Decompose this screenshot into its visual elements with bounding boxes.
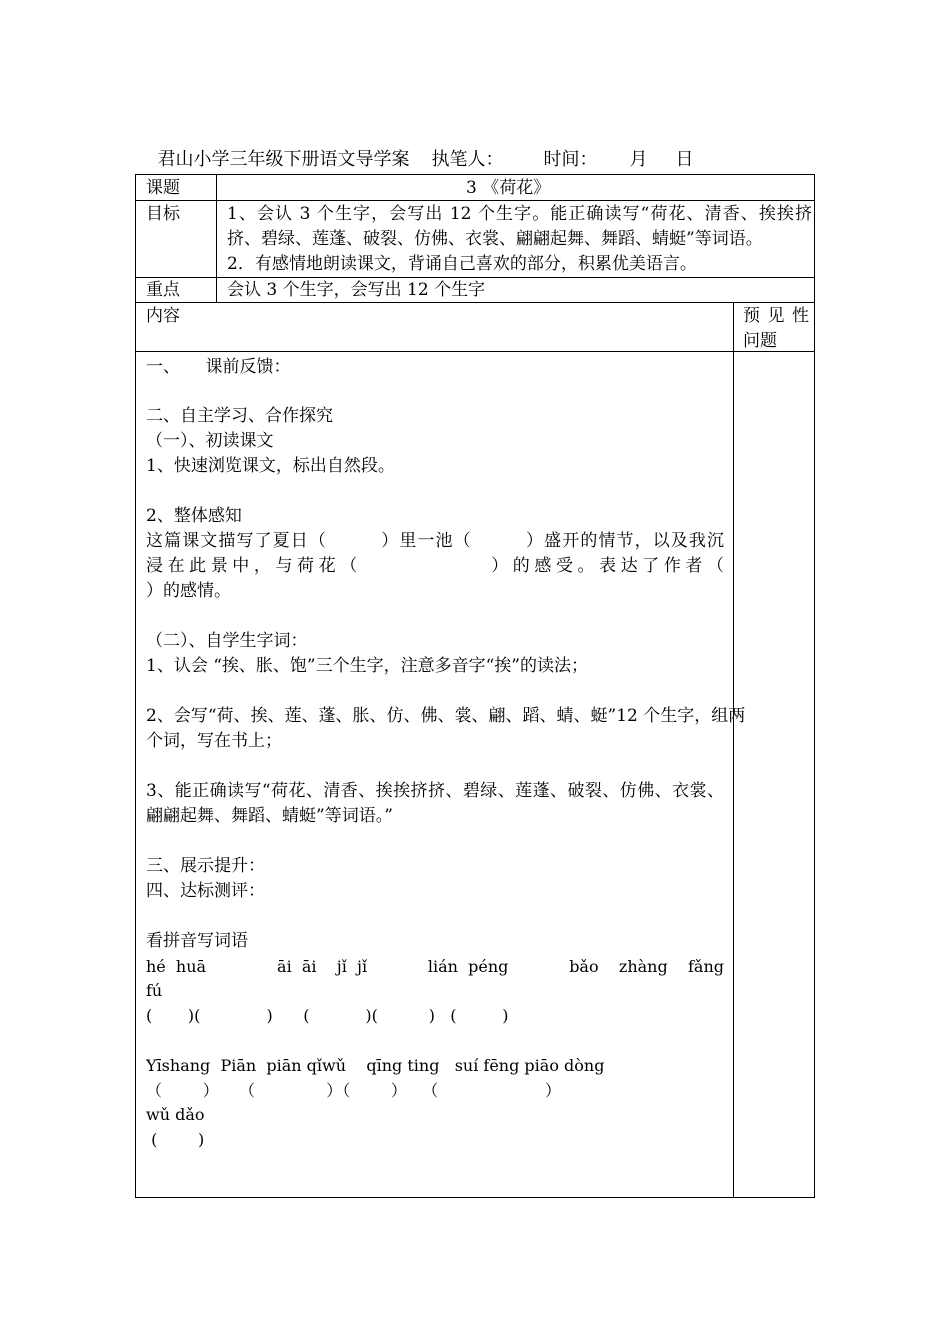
topic-value: 3 《荷花》 bbox=[466, 178, 551, 198]
preview-label-line-2: 问题 bbox=[743, 331, 777, 351]
day-label: 日 bbox=[675, 149, 694, 170]
task-item: 个词，写在书上； bbox=[146, 731, 282, 751]
preview-label bbox=[743, 304, 809, 354]
topic-label: 课题 bbox=[146, 178, 180, 198]
content-label: 内容 bbox=[146, 306, 180, 326]
task-item: 1、认会 “挨、胀、饱”三个生字，注意多音字“挨”的读法； bbox=[146, 656, 588, 676]
fill-blank-line: 浸在此景中，与荷花（ ）的感受。表达了作者（ bbox=[146, 556, 724, 576]
pinyin-row: wǔ dǎo bbox=[146, 1105, 205, 1124]
answer-blank-row: ( )( ) ( )( ) ( ) bbox=[146, 1006, 509, 1025]
fill-blank-line: 这篇课文描写了夏日（ ）里一池（ ）盛开的情节，以及我沉 bbox=[146, 531, 724, 551]
section-1-heading: 一、 课前反馈： bbox=[146, 357, 291, 377]
row-divider bbox=[136, 351, 814, 352]
task-item: 翩翩起舞、舞蹈、蜻蜓”等词语。” bbox=[146, 806, 393, 826]
goal-line-3: 2．有感情地朗读课文，背诵自己喜欢的部分，积累优美语言。 bbox=[227, 254, 697, 274]
section-3-heading: 三、展示提升： bbox=[146, 856, 265, 876]
lesson-table bbox=[135, 174, 815, 1198]
goal-label: 目标 bbox=[146, 204, 180, 224]
task-item: 2、会写“荷、挨、莲、蓬、胀、仿、佛、裳、翩、蹈、蜻、蜓”12 个生字，组两 bbox=[146, 706, 746, 726]
answer-blank-row: （ ） （ ）（ ） （ ） bbox=[146, 1081, 561, 1100]
goal-line-2: 挤、碧绿、莲蓬、破裂、仿佛、衣裳、翩翩起舞、舞蹈、蜻蜓”等词语。 bbox=[227, 229, 763, 249]
subsection-2-2-heading: （二）、自学生字词： bbox=[146, 631, 308, 651]
author-label: 执笔人： bbox=[431, 149, 504, 170]
school-title: 君山小学三年级下册语文导学案 bbox=[157, 149, 410, 170]
task-item: 2、整体感知 bbox=[146, 506, 242, 526]
pinyin-exercise-title: 看拼音写词语 bbox=[146, 931, 248, 951]
fill-blank-line: ）的感情。 bbox=[146, 581, 231, 601]
section-2-heading: 二、自主学习、合作探究 bbox=[146, 406, 333, 426]
pinyin-row: hé huā āi āi jǐ jǐ lián péng bǎo zhàng fǎng bbox=[146, 957, 724, 976]
time-label: 时间： bbox=[543, 149, 598, 170]
answer-blank-row: ( ) bbox=[146, 1130, 205, 1149]
goal-text bbox=[227, 202, 812, 277]
key-label: 重点 bbox=[146, 280, 180, 300]
pinyin-row: fú bbox=[146, 981, 163, 1000]
subsection-2-1-heading: （一）、初读课文 bbox=[146, 431, 274, 451]
column-divider bbox=[216, 175, 217, 302]
section-4-heading: 四、达标测评： bbox=[146, 881, 265, 901]
pinyin-row: Yīshang Piān piān qǐwǔ qīng ting suí fēng piāo dòng bbox=[146, 1056, 605, 1075]
document-header bbox=[146, 124, 693, 171]
task-item: 1、快速浏览课文，标出自然段。 bbox=[146, 456, 395, 476]
month-label: 月 bbox=[629, 149, 648, 170]
column-divider bbox=[733, 302, 734, 1198]
task-item: 3、能正确读写“荷花、清香、挨挨挤挤、碧绿、莲蓬、破裂、仿佛、衣裳、 bbox=[146, 781, 724, 801]
preview-label-line-1: 预见性 bbox=[743, 306, 809, 326]
goal-line-1: 1、会认 3 个生字，会写出 12 个生字。能正确读写“荷花、清香、挨挨挤 bbox=[227, 204, 812, 224]
key-value: 会认 3 个生字，会写出 12 个生字 bbox=[227, 280, 486, 300]
